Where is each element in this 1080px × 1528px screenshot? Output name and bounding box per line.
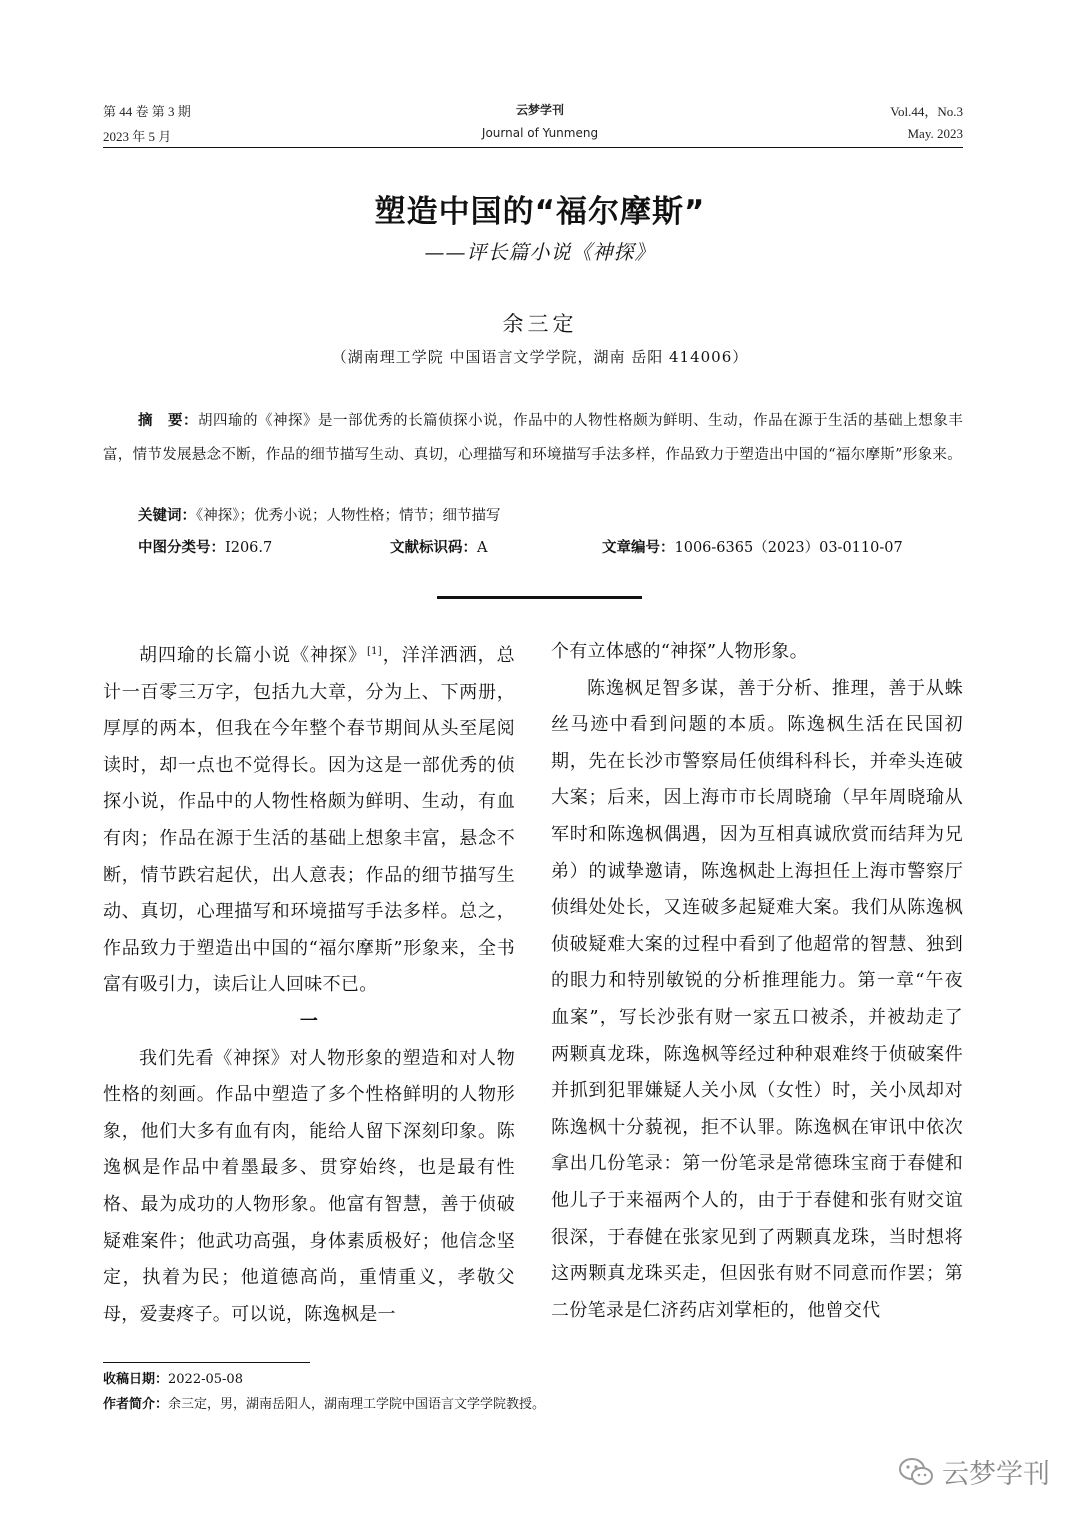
bio-text: 余三定，男，湖南岳阳人，湖南理工学院中国语言文学学院教授。 xyxy=(168,1397,546,1412)
received-label: 收稿日期： xyxy=(103,1372,169,1387)
header-journal-en: Journal of Yunmeng xyxy=(481,126,599,140)
clc-value: I206.7 xyxy=(225,540,273,556)
header-rule xyxy=(103,147,963,148)
article-number-label: 文章编号： xyxy=(602,540,675,556)
keywords-label: 关键词： xyxy=(138,508,196,524)
doc-code xyxy=(390,536,487,557)
article-number xyxy=(602,536,903,557)
abstract-text: 胡四瑜的《神探》是一部优秀的长篇侦探小说，作品中的人物性格颇为鲜明、生动，作品在源于生活的基础上想象丰富，情节发展悬念不断，作品的细节描写生动、真切，心理描写和环境描写手法多样，作品致力于塑造出中国的“福尔摩斯”形象来。 xyxy=(103,413,963,463)
header-date-en: May. 2023 xyxy=(907,126,963,141)
keywords xyxy=(138,504,501,525)
header-volume: 第 44 卷 第 3 期 xyxy=(103,104,191,119)
article-author: 余三定 xyxy=(502,312,578,336)
header-date: 2023 年 5 月 xyxy=(103,129,172,144)
citation-ref: [1] xyxy=(366,646,383,657)
body-right-column xyxy=(551,634,963,1329)
article-title: 塑造中国的“福尔摩斯” xyxy=(374,194,706,230)
clc-code xyxy=(138,536,272,557)
header-journal-cn: 云梦学刊 xyxy=(515,103,564,117)
section-heading: 一 xyxy=(299,1010,319,1032)
abstract-divider xyxy=(437,596,642,599)
body-paragraph: 陈逸枫足智多谋，善于分析、推理，善于从蛛丝马迹中看到问题的本质。陈逸枫生活在民国初期，先在长沙市警察局任侦缉科科长，并牵头连破大案；后来，因上海市市长周晓瑜（早年周晓瑜从军时和陈逸枫偶遇，因为互相真诚欣赏而结拜为兄弟）的诚挚邀请，陈逸枫赴上海担任上海市警察厅侦缉处处长，又连破多起疑难大案。我们从陈逸枫侦破疑难大案的过程中看到了他超常的智慧、独到的眼力和特别敏锐的分析推理能力。第一章“午夜血案”，写长沙张有财一家五口被杀，并被劫走了两颗真龙珠，陈逸枫等经过种种艰难终于侦破案件并抓到犯罪嫌疑人关小凤（女性）时，关小凤却对陈逸枫十分藐视，拒不认罪。陈逸枫在审讯中依次拿出几份笔录：第一份笔录是常德珠宝商于春健和他儿子于来福两个人的，由于于春健和张有财交谊很深，于春健在张家见到了两颗真龙珠，当时想将这两颗真龙珠买走，但因张有财不同意而作罢；第二份笔录是仁济药店刘掌柜的，他曾交代 xyxy=(551,677,963,1321)
watermark-text: 云梦学刊 xyxy=(942,1459,1050,1490)
header-volume-en: Vol.44，No.3 xyxy=(890,104,963,119)
body-paragraph: 个有立体感的“神探”人物形象。 xyxy=(551,641,808,662)
wechat-icon xyxy=(898,1457,934,1487)
doc-code-label: 文献标识码： xyxy=(390,540,477,556)
body-left-column xyxy=(103,634,515,1333)
article-subtitle: ——评长篇小说《神探》 xyxy=(424,240,656,264)
article-number-value: 1006-6365（2023）03-0110-07 xyxy=(674,540,903,556)
abstract xyxy=(103,404,963,472)
body-paragraph: 我们先看《神探》对人物形象的塑造和对人物性格的刻画。作品中塑造了多个性格鲜明的人物形象，他们大多有血有肉，能给人留下深刻印象。陈逸枫是作品中着墨最多、贯穿始终，也是最有性格、最为成功的人物形象。他富有智慧，善于侦破疑难案件；他武功高强，身体素质极好；他信念坚定，执着为民；他道德高尚，重情重义，孝敬父母，爱妻疼子。可以说，陈逸枫是一 xyxy=(103,1047,515,1325)
doc-code-value: A xyxy=(477,540,488,556)
body-paragraph xyxy=(103,634,515,1004)
footnote-rule xyxy=(103,1362,310,1363)
body-text: ，洋洋洒洒，总计一百零三万字，包括九大章，分为上、下两册，厚厚的两本，但我在今年整个春节期间从头至尾阅读时，却一点也不觉得长。因为这是一部优秀的侦探小说，作品中的人物性格颇为鲜明、生动，有血有肉；作品在源于生活的基础上想象丰富，悬念不断，情节跌宕起伏，出人意表；作品的细节描写生动、真切，心理描写和环境描写手法多样。总之，作品致力于塑造出中国的“福尔摩斯”形象来，全书富有吸引力，读后让人回味不已。 xyxy=(103,645,515,996)
footnote-received xyxy=(103,1368,243,1387)
received-date: 2022-05-08 xyxy=(168,1372,243,1387)
keywords-text: 《神探》；优秀小说；人物性格；情节；细节描写 xyxy=(196,508,501,524)
article-affiliation: （湖南理工学院 中国语言文学学院，湖南 岳阳 414006） xyxy=(331,348,749,366)
bio-label: 作者简介： xyxy=(103,1397,169,1412)
body-text: 胡四瑜的长篇小说《神探》 xyxy=(139,645,367,666)
abstract-label: 摘 要： xyxy=(138,413,199,429)
watermark xyxy=(898,1452,1050,1491)
clc-label: 中图分类号： xyxy=(138,540,225,556)
footnote-bio xyxy=(103,1393,545,1412)
